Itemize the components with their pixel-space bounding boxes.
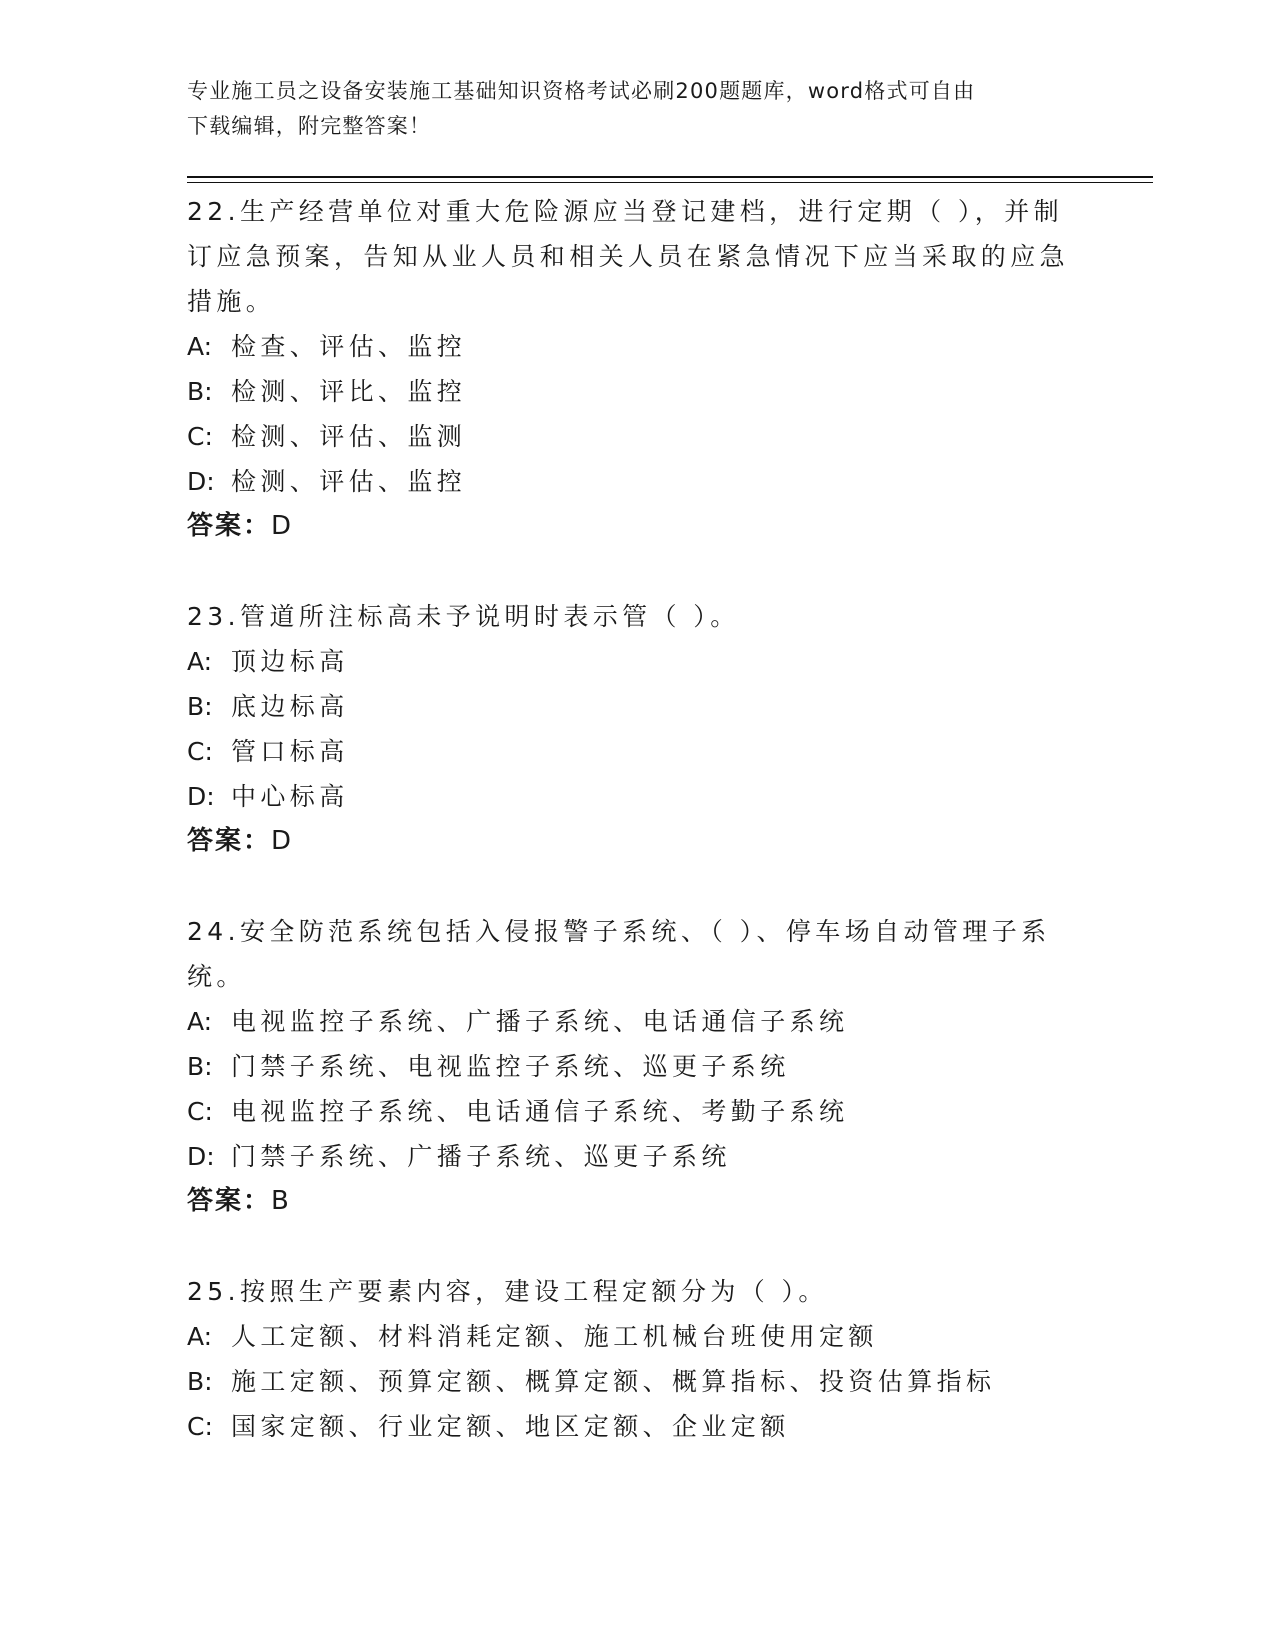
option-d (187, 459, 1087, 504)
option-text: 管口标高 (231, 737, 349, 766)
option-letter: D: (187, 782, 215, 811)
answer-value: D (271, 826, 293, 856)
option-letter: A: (187, 1007, 213, 1036)
option-letter: C: (187, 422, 213, 451)
option-letter: D: (187, 1142, 215, 1171)
option-c (187, 729, 1087, 774)
option-a (187, 999, 1087, 1044)
option-text: 人工定额、材料消耗定额、施工机械台班使用定额 (231, 1322, 878, 1351)
answer-label: 答案： (187, 511, 272, 541)
option-b (187, 369, 1087, 414)
question-25 (187, 1269, 1087, 1449)
option-c (187, 1404, 1087, 1449)
answer-line (187, 504, 1087, 549)
question-text: 23.管道所注标高未予说明时表示管（ ）。 (187, 602, 740, 631)
question-24 (187, 909, 1087, 1224)
option-letter: B: (187, 1367, 213, 1396)
option-letter: C: (187, 1097, 213, 1126)
question-23 (187, 594, 1087, 864)
option-text: 检测、评估、监测 (231, 422, 467, 451)
option-text: 电视监控子系统、广播子系统、电话通信子系统 (231, 1007, 849, 1036)
option-b (187, 1044, 1087, 1089)
option-a (187, 639, 1087, 684)
header-line-2: 下载编辑，附完整答案！ (187, 114, 432, 138)
option-a (187, 324, 1087, 369)
answer-line (187, 819, 1087, 864)
option-c (187, 1089, 1087, 1134)
document-header (187, 74, 1087, 144)
option-text: 检测、评比、监控 (231, 377, 467, 406)
question-text: 22.生产经营单位对重大危险源应当登记建档，进行定期（ ），并制订应急预案，告知从业人员和相关人员在紧急情况下应当采取的应急措施。 (187, 197, 1070, 316)
option-text: 顶边标高 (231, 647, 349, 676)
header-line-1: 专业施工员之设备安装施工基础知识资格考试必刷200题题库，word格式可自由 (187, 79, 976, 103)
option-letter: C: (187, 737, 213, 766)
answer-label: 答案： (187, 826, 272, 856)
option-text: 电视监控子系统、电话通信子系统、考勤子系统 (231, 1097, 849, 1126)
question-text: 25.按照生产要素内容，建设工程定额分为（ ）。 (187, 1277, 828, 1306)
option-letter: A: (187, 647, 213, 676)
option-text: 检查、评估、监控 (231, 332, 467, 361)
option-text: 中心标高 (231, 782, 349, 811)
header-divider-thin (187, 182, 1153, 183)
option-letter: D: (187, 467, 215, 496)
option-b (187, 684, 1087, 729)
option-letter: A: (187, 1322, 213, 1351)
answer-value: D (271, 511, 293, 541)
option-d (187, 774, 1087, 819)
question-text: 24.安全防范系统包括入侵报警子系统、（ ）、停车场自动管理子系统。 (187, 917, 1051, 991)
option-text: 施工定额、预算定额、概算定额、概算指标、投资估算指标 (231, 1367, 996, 1396)
answer-label: 答案： (187, 1186, 272, 1216)
option-letter: B: (187, 692, 213, 721)
answer-value: B (271, 1186, 290, 1216)
option-letter: B: (187, 1052, 213, 1081)
option-text: 国家定额、行业定额、地区定额、企业定额 (231, 1412, 790, 1441)
option-text: 检测、评估、监控 (231, 467, 467, 496)
option-text: 门禁子系统、广播子系统、巡更子系统 (231, 1142, 731, 1171)
option-b (187, 1359, 1087, 1404)
option-d (187, 1134, 1087, 1179)
option-c (187, 414, 1087, 459)
option-text: 底边标高 (231, 692, 349, 721)
question-22 (187, 189, 1087, 549)
option-text: 门禁子系统、电视监控子系统、巡更子系统 (231, 1052, 790, 1081)
option-letter: C: (187, 1412, 213, 1441)
option-a (187, 1314, 1087, 1359)
question-list (187, 189, 1087, 1449)
header-divider-thick (187, 176, 1153, 178)
option-letter: B: (187, 377, 213, 406)
answer-line (187, 1179, 1087, 1224)
option-letter: A: (187, 332, 213, 361)
